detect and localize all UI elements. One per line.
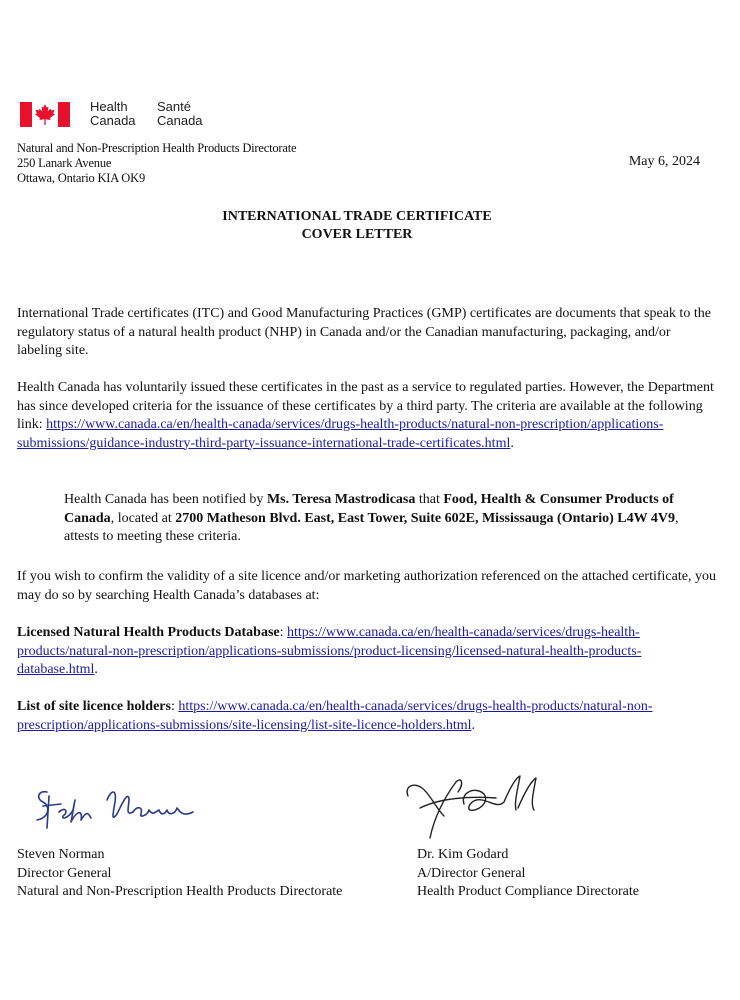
company-address: 2700 Matheson Blvd. East, East Tower, Suite 602E, Mississauga (Ontario) L4W 4V9 <box>175 510 676 526</box>
site-licence-label: List of site licence holders <box>17 699 171 714</box>
health-canada-logo <box>20 100 220 132</box>
logo-text-en: Health Canada <box>90 99 136 128</box>
paragraph-notification: Health Canada has been notified by Ms. Teresa Mastrodicasa that Food, Health & Consumer Products of Canada, located at 2700 Matheson Blvd. East, East Tower, Suite 602E, Mississauga (Ontario) L4W 4V9, attests to meeting these criteria. <box>64 492 679 544</box>
signature-kim-godard <box>400 768 560 843</box>
title-line-2: COVER LETTER <box>301 227 413 242</box>
criteria-link[interactable]: https://www.canada.ca/en/health-canada/services/drugs-health-products/natural-non-prescription/applications-submissions/guidance-industry-third-party-issuance-international-trade-certificates.html <box>17 417 664 451</box>
company-name: Food, Health & Consumer Products of Canada <box>64 492 674 526</box>
sender-line-1: Natural and Non-Prescription Health Products Directorate <box>17 141 297 155</box>
paragraph-lnhpd: Licensed Natural Health Products Database: https://www.canada.ca/en/health-canada/services/drugs-health-products/natural-non-prescription/applications-submissions/product-licensing/licensed-natural-health-products-database.html. <box>17 625 642 677</box>
signatory-1-name: Steven Norman <box>17 847 105 862</box>
paragraph-site-licence: List of site licence holders: https://www.canada.ca/en/health-canada/services/drugs-health-products/natural-non-prescription/applications-submissions/site-licensing/list-site-licence-holders.html. <box>17 699 653 733</box>
signatory-2-org: Health Product Compliance Directorate <box>417 884 639 899</box>
sender-line-2: 250 Lanark Avenue <box>17 156 112 170</box>
logo-text-fr: Santé Canada <box>157 99 203 128</box>
lnhpd-label: Licensed Natural Health Products Database <box>17 625 280 640</box>
paragraph-intro: International Trade certificates (ITC) and Good Manufacturing Practices (GMP) certificates are documents that speak to the regulatory status of a natural health product (NHP) in Canada and/or the Canadian manufacturing, packaging, and/or labeling site. <box>17 306 711 358</box>
notifier-name: Ms. Teresa Mastrodicasa <box>266 492 416 507</box>
paragraph-validity: If you wish to confirm the validity of a site licence and/or marketing authorization referenced on the attached certificate, you may do so by searching Health Canada’s databases at: <box>17 569 716 603</box>
signatory-1-org: Natural and Non-Prescription Health Products Directorate <box>17 884 343 899</box>
lnhpd-link[interactable]: https://www.canada.ca/en/health-canada/services/drugs-health-products/natural-non-prescription/applications-submissions/product-licensing/licensed-natural-health-products-database.html <box>17 625 642 677</box>
signatory-block-2 <box>417 846 639 902</box>
canada-flag-icon <box>20 102 70 127</box>
letter-title <box>0 208 714 244</box>
signatory-1-role: Director General <box>17 865 112 881</box>
signatory-block-1 <box>17 846 342 902</box>
paragraph-criteria: Health Canada has voluntarily issued these certificates in the past as a service to regulated parties. However, the Department has since developed criteria for the issuance of these certificates by a third party. The criteria are available at the following link: https://www.canada.ca/en/health-canada/services/drugs-health-products/natural-non-prescription/applications-submissions/guidance-industry-third-party-issuance-international-trade-certificates.html. <box>17 380 714 451</box>
maple-leaf-icon <box>35 104 55 125</box>
sender-address <box>17 141 296 186</box>
signatory-2-name: Dr. Kim Godard <box>417 847 509 862</box>
site-licence-link[interactable]: https://www.canada.ca/en/health-canada/services/drugs-health-products/natural-non-prescription/applications-submissions/site-licensing/list-site-licence-holders.html <box>17 699 653 733</box>
signature-steven-norman <box>25 770 205 830</box>
title-line-1: INTERNATIONAL TRADE CERTIFICATE <box>222 209 492 224</box>
sender-line-3: Ottawa, Ontario KIA OK9 <box>17 171 146 185</box>
signatory-2-role: A/Director General <box>417 865 526 881</box>
letter-date: May 6, 2024 <box>628 154 700 169</box>
